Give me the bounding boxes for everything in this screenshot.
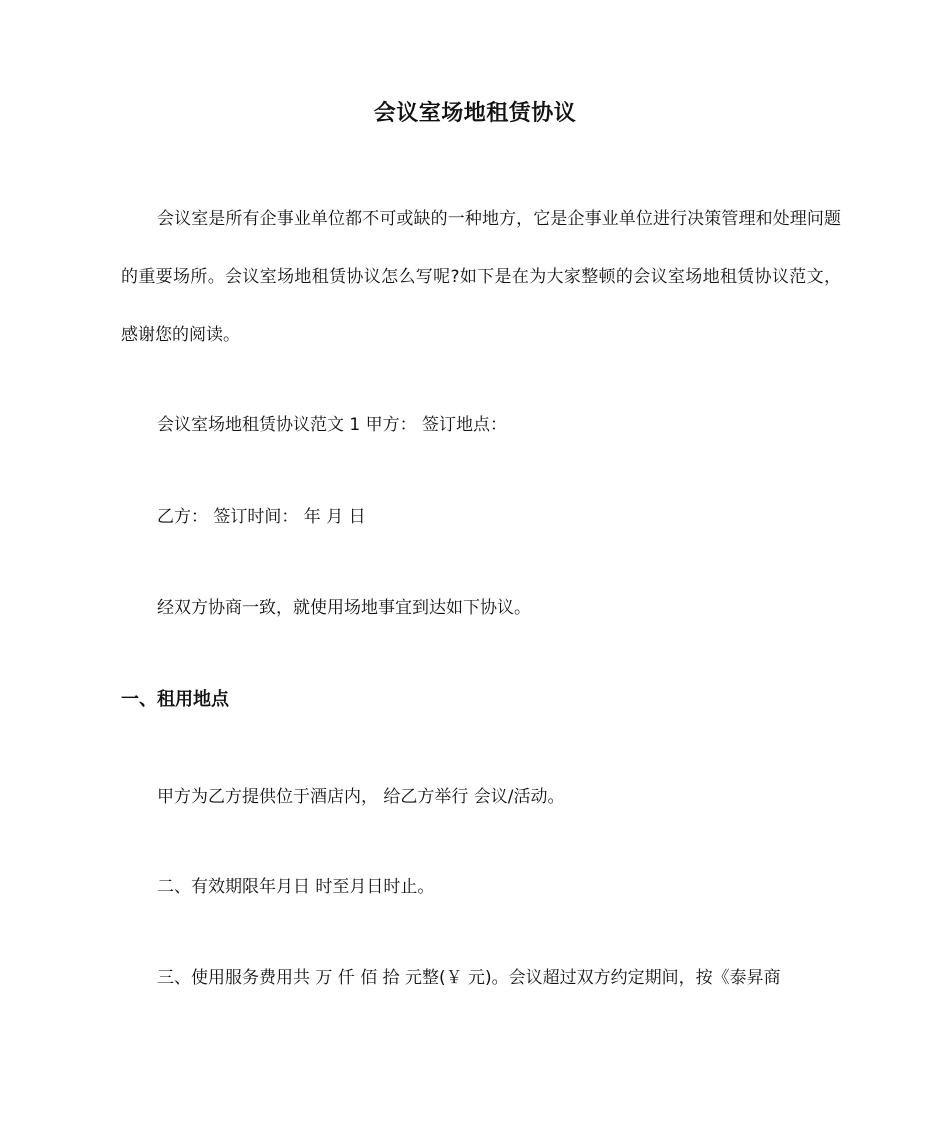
section-1-heading: 一、租用地点 [121, 689, 229, 710]
section-1-text: 甲方为乙方提供位于酒店内， 给乙方举行 会议/活动。 [157, 787, 565, 807]
intro-paragraph: 会议室是所有企事业单位都不可或缺的一种地方，它是企事业单位进行决策管理和处理问题的重要场所。会议室场地租赁协议怎么写呢?如下是在为大家整顿的会议室场地租赁协议范文，感谢您的阅读。 [121, 209, 841, 345]
document-title: 会议室场地租赁协议 [373, 101, 577, 126]
agreement-line: 经双方协商一致，就使用场地事宜到达如下协议。 [157, 598, 531, 618]
section-2-text: 二、有效期限年月日 时至月日时止。 [157, 877, 435, 897]
party-a-line: 会议室场地租赁协议范文 1 甲方： 签订地点： [157, 415, 508, 435]
section-3-text: 三、使用服务费用共 万 仟 佰 拾 元整(￥ 元)。会议超过双方约定期间，按《泰昇商 [157, 968, 781, 988]
party-b-line: 乙方： 签订时间： 年 月 日 [157, 507, 366, 527]
